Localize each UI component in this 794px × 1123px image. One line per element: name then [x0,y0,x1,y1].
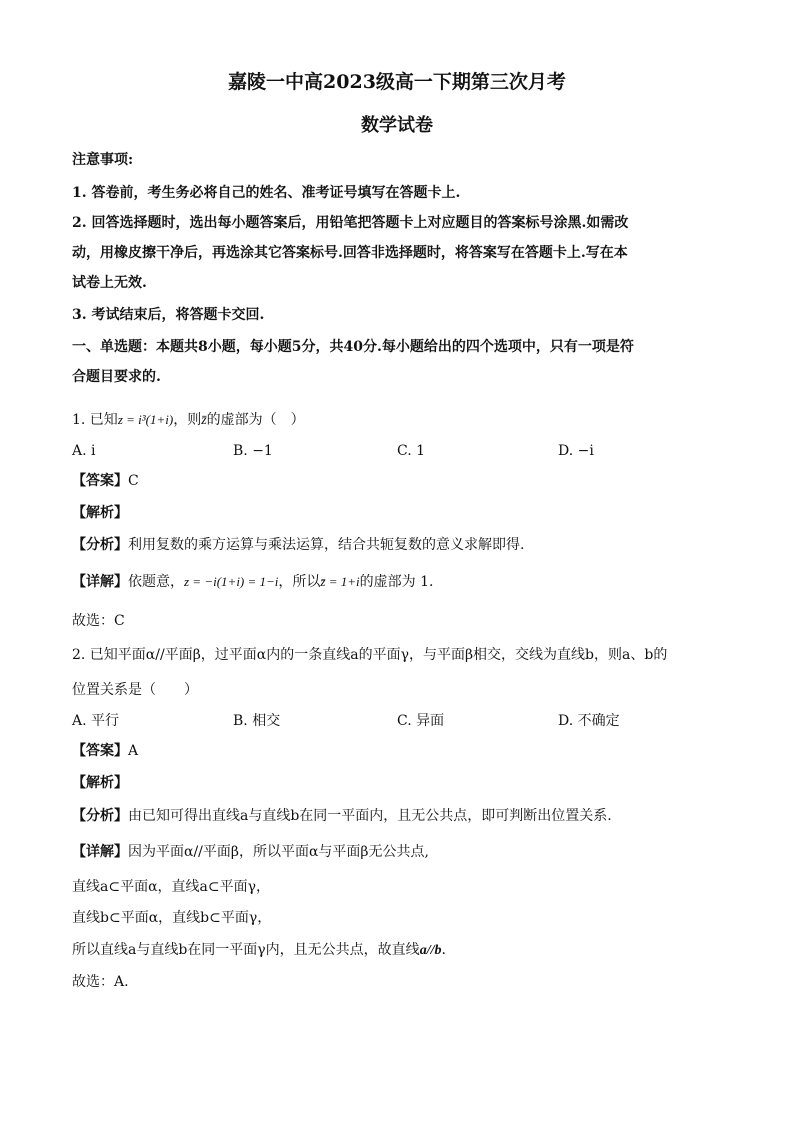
q2-option-c: C. 异面 [397,713,445,729]
q2-detail-3: 直线b⊂平面α，直线b⊂平面γ， [72,910,272,926]
note-item-1: 1. 答卷前，考生务必将自己的姓名、准考证号填写在答题卡上. [72,185,461,201]
q1-formula: z = i³(1+i) [117,412,174,427]
q1-detail [72,572,433,592]
q1-conclusion: 故选：C [72,613,125,629]
q2-detail-tag: 【详解】 [72,844,128,860]
q1-prefix: 1. 已知 [72,412,118,428]
q1-detail-a: 依题意， [128,574,184,590]
q1-suffix-b: 的虚部为（ ） [206,412,305,428]
q2-detail-4 [72,940,446,961]
notes-heading: 注意事项: [72,152,134,168]
q2-stem-line-1: 2. 已知平面α//平面β，过平面α内的一条直线a的平面γ，与平面β相交，交线为直线b，则a、b的 [72,647,668,663]
q1-zbar: z̄ [201,413,207,428]
note-item-2-line-1: 2. 回答选择题时，选出每小题答案后，用铅笔把答题卡上对应题目的答案标号涂黑.如需改 [72,215,629,231]
q2-option-a: A. 平行 [72,713,120,729]
q2-option-d: D. 不确定 [558,713,620,729]
exam-subtitle: 数学试卷 [361,115,433,136]
note-item-2-line-3: 试卷上无效. [72,275,147,291]
q1-suffix-a: ，则 [173,412,202,428]
q1-option-c: C. 1 [397,443,426,459]
q2-answer [72,741,138,761]
q1-detail-formula: z = −i(1+i) = 1−i [184,574,279,589]
section-heading-line-2: 合题目要求的. [72,369,161,385]
q2-analysis-tag: 【解析】 [72,775,128,791]
q1-option-b: B. −1 [233,443,273,459]
q1-stem [72,410,305,431]
q1-detail-c: 的虚部为 1. [359,574,434,590]
q1-fenxi [72,535,524,555]
q2-fenxi-tag: 【分析】 [72,808,128,824]
q2-conclusion: 故选：A. [72,974,129,990]
q2-detail-2: 直线a⊂平面α，直线a⊂平面γ， [72,879,270,895]
q1-detail-tag: 【详解】 [72,574,128,590]
exam-title: 嘉陵一中高2023级高一下期第三次月考 [228,71,566,93]
q2-stem-line-2: 位置关系是（ ） [72,682,198,698]
q1-answer-value: C [128,473,139,489]
q2-fenxi-text: 由已知可得出直线a与直线b在同一平面内，且无公共点，即可判断出位置关系. [128,808,612,824]
q2-detail-4-b: a//b [419,943,442,958]
q2-answer-tag: 【答案】 [72,743,128,759]
q1-option-a: A. i [72,443,96,459]
q1-answer-tag: 【答案】 [72,473,128,489]
q1-detail-formula-2: z̄ = 1+i [320,574,360,589]
q2-option-b: B. 相交 [233,713,281,729]
q1-fenxi-tag: 【分析】 [72,537,128,553]
q1-fenxi-text: 利用复数的乘方运算与乘法运算，结合共轭复数的意义求解即得. [128,537,525,553]
note-item-2-line-2: 动，用橡皮擦干净后，再选涂其它答案标号.回答非选择题时，将答案写在答题卡上.写在本 [72,245,628,261]
q2-detail-4-c: . [441,942,446,958]
q2-detail-1-text: 因为平面α//平面β，所以平面α与平面β无公共点, [128,844,429,860]
q1-option-d: D. −i [558,443,594,459]
note-item-3: 3. 考试结束后，将答题卡交回. [72,307,265,323]
q2-detail-4-a: 所以直线a与直线b在同一平面γ内，且无公共点，故直线 [72,942,420,958]
q2-fenxi [72,806,612,826]
q2-detail-1 [72,842,429,862]
q1-detail-b: ，所以 [278,574,321,590]
q1-answer [72,471,139,491]
section-heading-line-1: 一、单选题：本题共8小题，每小题5分，共40分.每小题给出的四个选项中，只有一项是符 [72,339,634,355]
q2-answer-value: A [128,743,139,759]
q1-analysis-tag: 【解析】 [72,505,128,521]
